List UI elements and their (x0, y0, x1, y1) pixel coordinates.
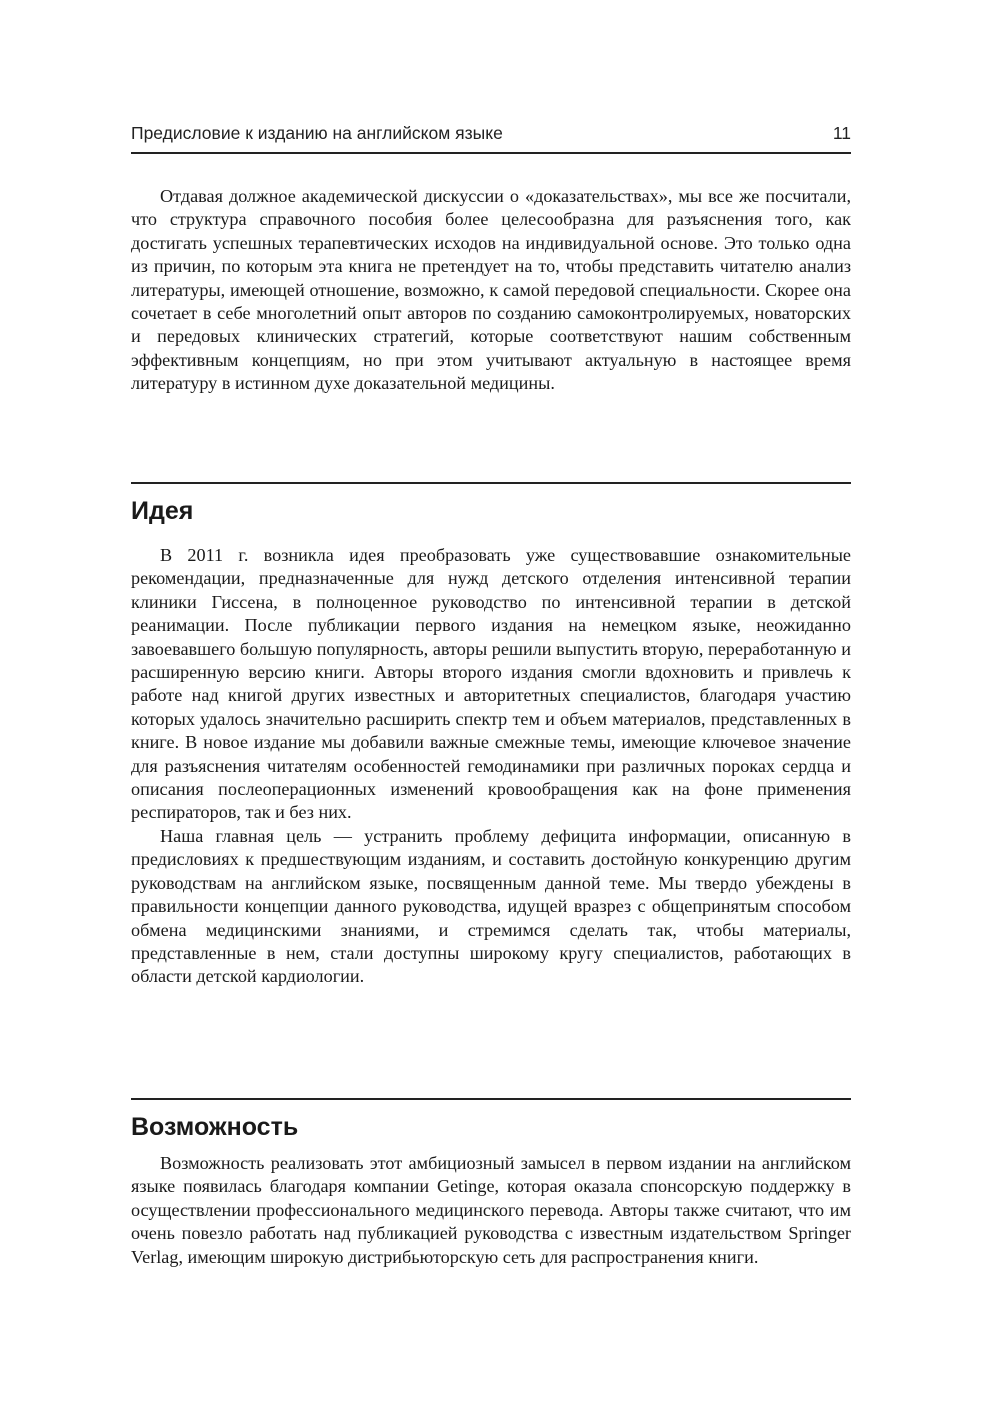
opportunity-section (131, 1098, 851, 1269)
idea-paragraph-2: Наша главная цель — устранить проблему дефицита информации, описанную в предисловиях к предшествующим изданиям, и составить достойную конкуренцию другим руководствам на английском языке, посвященным данной теме. Мы твердо убеждены в правильности концепции данного руководства, идущей вразрез с общепринятым способом обмена медицинскими знаниями, и стремимся сделать так, чтобы материалы, представленные в нем, стали доступны широкому кругу специалистов, работающих в области детской кардиологии. (131, 825, 851, 987)
intro-paragraph: Отдавая должное академической дискуссии о «доказательствах», мы все же посчитали, что структура справочного пособия более целесообразна для разъяснения того, как достигать успешных терапевтических исходов на индивидуальной основе. Это только одна из причин, по которым эта книга не претендует на то, чтобы представить читателю анализ литературы, имеющей отношение, возможно, к самой передовой специальности. Скорее она сочетает в себе многолетний опыт авторов по созданию самоконтролируемых, новаторских и передовых клинических стратегий, которые соответствуют нашим собственным эффективным концепциям, но при этом учитывают актуальную в настоящее время литературу в истинном духе доказательной медицины. (131, 186, 851, 394)
running-header (131, 120, 851, 154)
opportunity-heading: Возможность (131, 1113, 299, 1141)
running-header-title: Предисловие к изданию на английском языке (131, 123, 503, 143)
idea-paragraph-1: В 2011 г. возникла идея преобразовать уже существовавшие ознакомительные рекомендации, предназначенные для нужд детского отделения интенсивной терапии клиники Гиссена, в полноценное руководство по интенсивной терапии в детской реанимации. После публикации первого издания на немецком языке, неожиданно завоевавшего большую популярность, авторы решили выпустить вторую, переработанную и расширенную версию книги. Авторы второго издания смогли вдохновить и привлечь к работе над книгой других известных и авторитетных специалистов, благодаря участию которых удалось значительно расширить спектр тем и объем материалов, представленных в книге. В новое издание мы добавили важные смежные темы, имеющие ключевое значение для разъяснения читателям особенностей гемодинамики при различных пороках сердца и описания послеоперационных изменений кровообращения как на фоне применения респираторов, так и без них. (131, 545, 851, 823)
idea-section (131, 482, 851, 989)
opportunity-paragraph: Возможность реализовать этот амбициозный замысел в первом издании на английском языке появилась благодаря компании Getinge, которая оказала спонсорскую поддержку в осуществлении профессионального медицинского перевода. Авторы также считают, что им очень повезло работать над публикацией руководства с известным издательством Springer Verlag, имеющим широкую дистрибьюторскую сеть для распространения книги. (131, 1153, 851, 1267)
intro-section (131, 185, 851, 396)
section-divider (131, 1098, 851, 1100)
page-number: 11 (832, 123, 851, 143)
idea-heading: Идея (131, 497, 194, 525)
section-divider (131, 482, 851, 484)
